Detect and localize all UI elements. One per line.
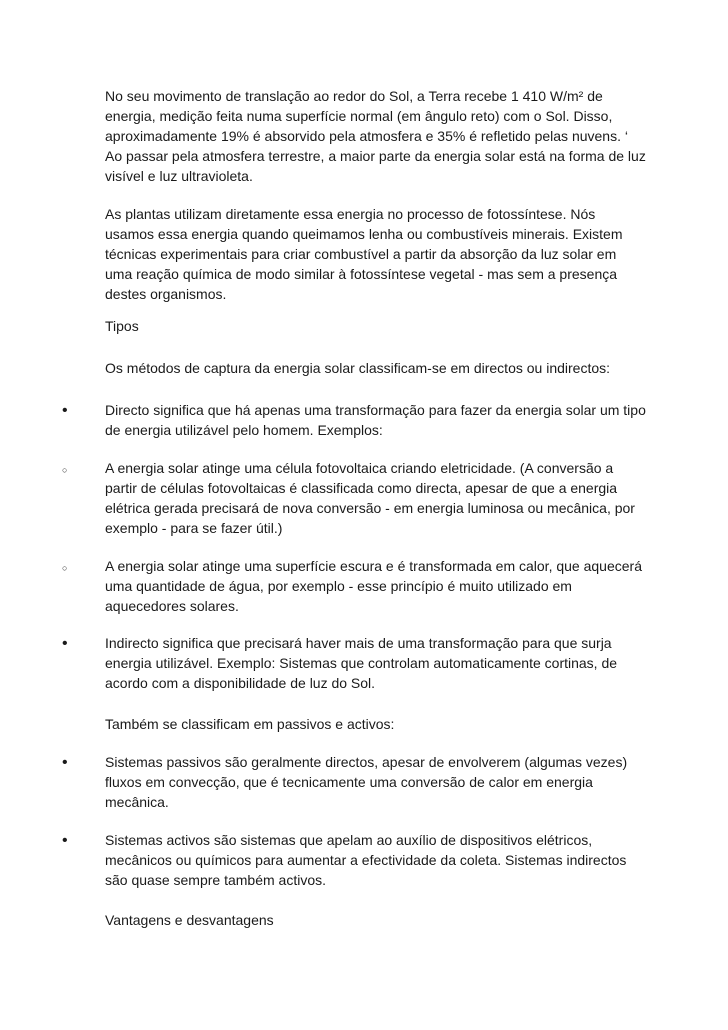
paragraph-metodos [105,358,645,378]
text-line: No seu movimento de translação ao redor do Sol, a Terra recebe 1 410 W/m² de [105,88,603,104]
section-heading: Tipos [105,318,139,334]
text-line: uma quantidade de água, por exemplo - esse princípio é muito utilizado em [105,578,572,594]
text-line: energia utilizável. Exemplo: Sistemas que controlam automaticamente cortinas, de [105,655,618,671]
list-item-sistemas-passivos [105,752,645,812]
text-line: Directo significa que há apenas uma transformação para fazer da energia solar um tipo [105,402,646,418]
text-line: energia, medição feita numa superfície normal (em ângulo reto) com o Sol. Disso, [105,108,613,124]
text-line: A energia solar atinge uma célula fotovoltaica criando eletricidade. (A conversão a [105,460,614,476]
list-item-superficie-escura [105,556,645,616]
section-heading: Vantagens e desvantagens [105,912,274,928]
list-item-directo [105,400,645,440]
paragraph-plantas [105,204,645,304]
text-line: fluxos em convecção, que é tecnicamente uma conversão de calor em energia [105,774,593,790]
text-line: Os métodos de captura da energia solar classificam-se em directos ou indirectos: [105,360,611,376]
text-line: aproximadamente 19% é absorvido pela atmosfera e 35% é refletido pelas nuvens. ‘ [105,128,628,144]
heading-tipos [105,316,645,336]
disc-bullet-icon [62,830,68,851]
text-line: partir de células fotovoltaicas é classificada como directa, apesar de que a energia [105,480,618,496]
heading-vantagens [105,910,645,930]
disc-bullet-icon [62,752,68,773]
text-line: Sistemas passivos são geralmente directos, apesar de envolverem (algumas vezes) [105,754,628,770]
text-line: exemplo - para se fazer útil.) [105,520,283,536]
text-line: As plantas utilizam diretamente essa energia no processo de fotossíntese. Nós [105,206,596,222]
paragraph-translacao [105,86,645,186]
paragraph-passivos-activos [105,714,645,734]
text-line: de energia utilizável pelo homem. Exemplos: [105,422,383,438]
text-line: Ao passar pela atmosfera terrestre, a maior parte da energia solar está na forma de luz [105,148,646,164]
text-line: técnicas experimentais para criar combustível a partir da absorção da luz solar em [105,246,617,262]
text-line: visível e luz ultravioleta. [105,168,253,184]
text-line: aquecedores solares. [105,598,239,614]
list-item-fotovoltaica [105,458,645,538]
text-line: Também se classificam em passivos e activos: [105,716,395,732]
text-line: A energia solar atinge uma superfície escura e é transformada em calor, que aquecerá [105,558,642,574]
text-line: destes organismos. [105,286,227,302]
text-line: Sistemas activos são sistemas que apelam ao auxílio de dispositivos elétricos, [105,832,593,848]
list-item-indirecto [105,633,645,693]
text-line: Indirecto significa que precisará haver mais de uma transformação para que surja [105,635,612,651]
circle-bullet-icon [62,458,67,480]
text-line: são quase sempre também activos. [105,872,326,888]
disc-bullet-icon [62,633,68,654]
list-item-sistemas-activos [105,830,645,890]
text-line: mecânica. [105,794,169,810]
text-line: uma reação química de modo similar à fotossíntese vegetal - mas sem a presença [105,266,618,282]
text-line: usamos essa energia quando queimamos lenha ou combustíveis minerais. Existem [105,226,623,242]
text-line: elétrica gerada precisará de nova conversão - em energia luminosa ou mecânica, por [105,500,635,516]
text-line: mecânicos ou químicos para aumentar a efectividade da coleta. Sistemas indirectos [105,852,627,868]
disc-bullet-icon [62,400,68,421]
text-line: acordo com a disponibilidade de luz do Sol. [105,675,376,691]
circle-bullet-icon [62,556,67,578]
